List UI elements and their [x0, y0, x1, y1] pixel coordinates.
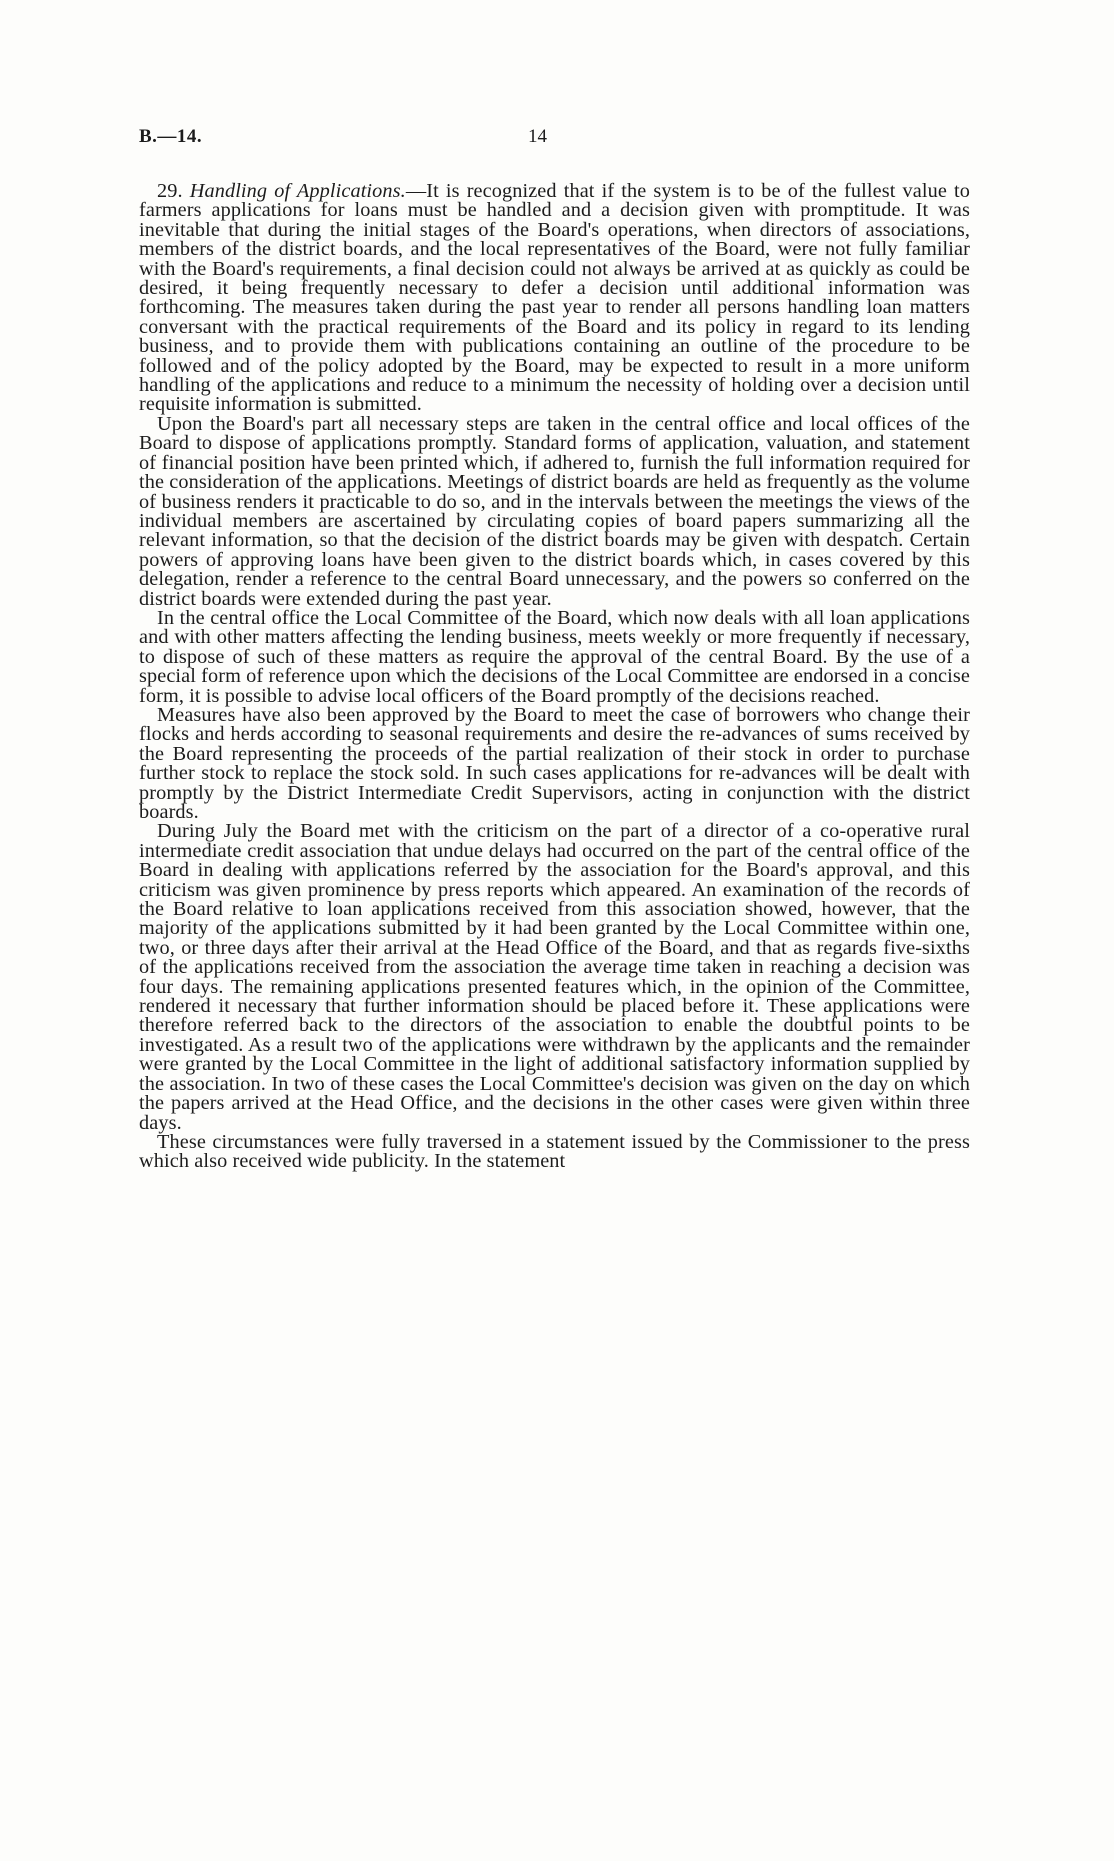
paragraph-29	[139, 182, 970, 415]
paragraph: In the central office the Local Committee of the Board, which now deals with all loan applications and with other matters affecting the lending business, meets weekly or more frequently if necessary, to dispose of such of these matters as require the approval of the central Board. By the use of a special form of reference upon which the decisions of the Local Committee are endorsed in a concise form, it is possible to advise local officers of the Board promptly of the decisions reached.	[139, 606, 970, 707]
section-number: 29.	[157, 180, 183, 202]
document-reference: B.—14.	[139, 126, 203, 147]
paragraph: These circumstances were fully traversed in a statement issued by the Commissioner to the press which also received wide publicity. In the statement	[139, 1130, 970, 1173]
heading-dash: —	[405, 180, 427, 202]
paragraph: Measures have also been approved by the Board to meet the case of borrowers who change their flocks and herds according to seasonal requirements and desire the re-advances of sums received by the Board representing the proceeds of the partial realization of their stock in order to purchase further stock to replace the stock sold. In such cases applications for re-advances will be dealt with promptly by the District Intermediate Credit Supervisors, acting in conjunction with the district boards.	[139, 703, 970, 823]
paragraph: During July the Board met with the criticism on the part of a director of a co-operative rural intermediate credit association that undue delays had occurred on the part of the central office of the Board in dealing with applications referred by the association for the Board's approval, and this criticism was given prominence by press reports which appeared. An examination of the records of the Board relative to loan applications received from this association showed, however, that the majority of the applications submitted by it had been granted by the Local Committee within one, two, or three days after their arrival at the Head Office of the Board, and that as regards five-sixths of the applications received from the association the average time taken in reaching a decision was four days. The remaining applications presented features which, in the opinion of the Committee, rendered it necessary that further information should be placed before it. These applications were therefore referred back to the directors of the association to enable the doubtful points to be investigated. As a result two of the applications were withdrawn by the applicants and the remainder were granted by the Local Committee in the light of additional satisfactory information supplied by the association. In two of these cases the Local Committee's decision was given on the day on which the papers arrived at the Head Office, and the decisions in the other cases were given within three days.	[139, 820, 970, 1134]
body-text	[139, 182, 970, 1172]
page-number: 14	[528, 126, 547, 147]
paragraph: Upon the Board's part all necessary steps are taken in the central office and local offices of the Board to dispose of applications promptly. Standard forms of application, valuation, and statement of financial position have been printed which, if adhered to, furnish the full information required for the consideration of the applications. Meetings of district boards are held as frequently as the volume of business renders it practicable to do so, and in the intervals between the meetings the views of the individual members are ascertained by circulating copies of board papers summarizing all the relevant information, so that the decision of the district boards may be given with despatch. Certain powers of approving loans have been given to the district boards which, in cases covered by this delegation, render a reference to the central Board unnecessary, and the powers so conferred on the district boards were extended during the past year.	[139, 412, 970, 610]
paragraph-text: It is recognized that if the system is to be of the fullest value to farmers applications for loans must be handled and a decision given with promptitude. It was inevitable that during the initial stages of the Board's operations, when directors of associations, members of the district boards, and the local representatives of the Board, were not fully familiar with the Board's requirements, a final decision could not always be arrived at as quickly as could be desired, it being frequently necessary to defer a decision until additional information was forthcoming. The measures taken during the past year to render all persons handling loan matters conversant with the practical requirements of the Board and its policy in regard to its lending business, and to provide them with publications containing an outline of the procedure to be followed and of the policy adopted by the Board, may be expected to result in a more uniform handling of the applications and reduce to a minimum the necessity of holding over a decision until requisite information is submitted.	[139, 180, 970, 416]
running-head	[139, 126, 970, 154]
section-heading: Handling of Applications.	[189, 180, 406, 202]
